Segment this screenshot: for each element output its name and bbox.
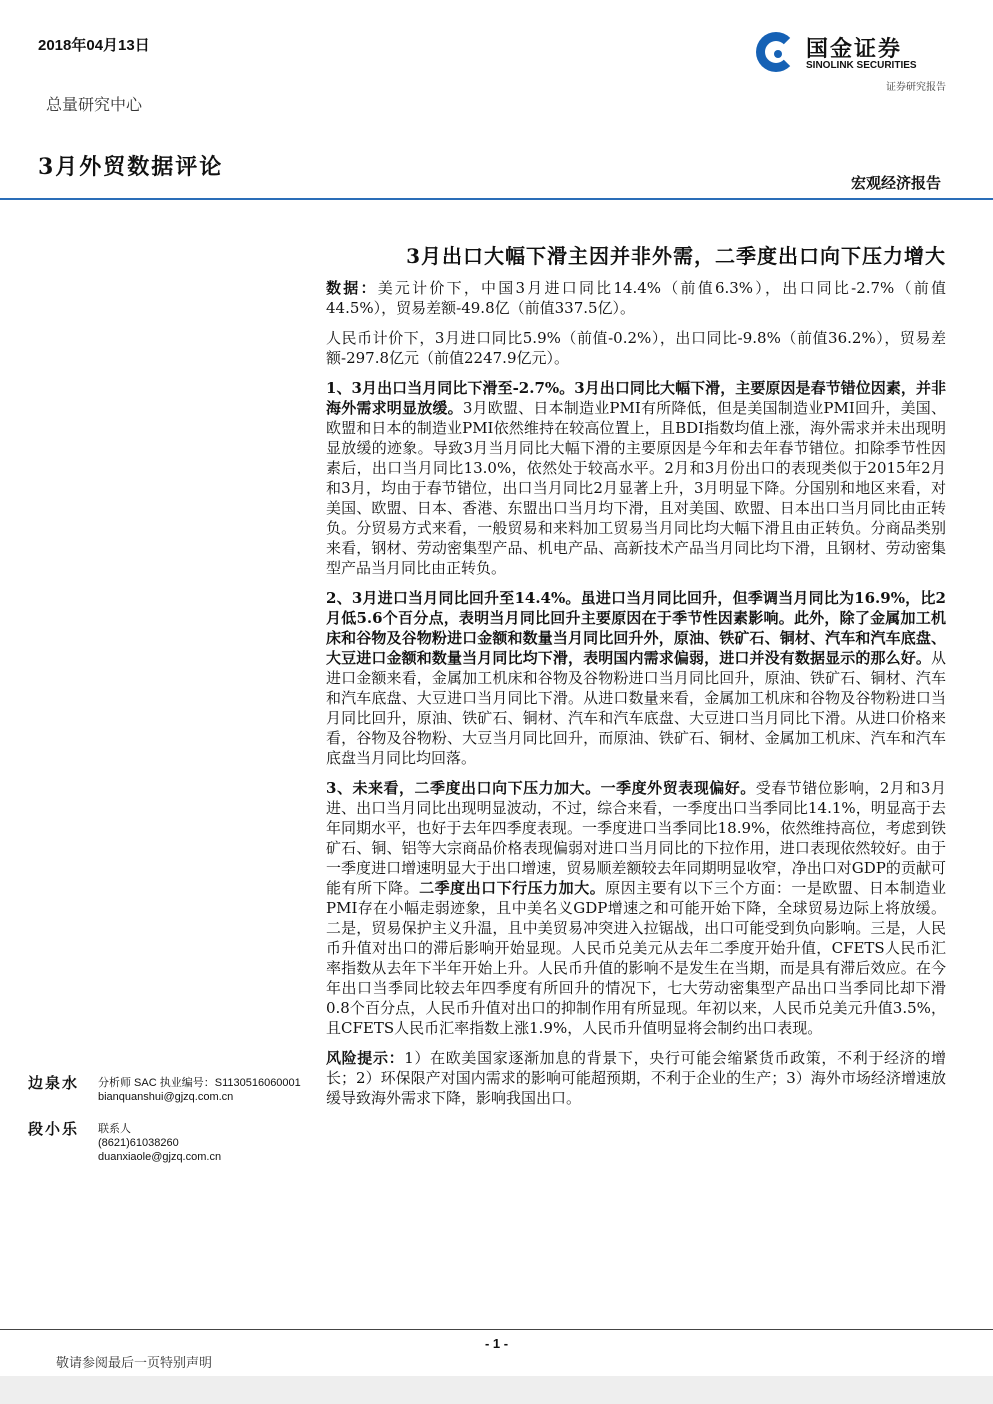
department-label: 总量研究中心 [46, 95, 143, 114]
text-run: 3月欧盟、日本制造业PMI有所降低，但是美国制造业PMI回升，美国、欧盟和日本的制造业PMI依然维持在较高位置上，且BDI指数均值上涨，海外需求并未出现明显放缓的迹象。导致3月当月同比大幅下滑的主要原因是今年和去年春节错位。扣除季节性因素后，出口当月同比13.0%，依然处于较高水平。2月和3月份出口的表现类似于2015年2月和3月，均由于春节错位，出口当月同比2月显著上升，3月明显下降。分国别和地区来看，对美国、欧盟、日本、香港、东盟出口当月均下滑，且对美国、欧盟、日本出口当月同比由正转负。分贸易方式来看，一般贸易和来料加工贸易当月同比均大幅下滑且由正转负。分商品类别来看，钢材、劳动密集型产品、机电产品、高新技术产品当月同比均下滑，且钢材、劳动密集型产品当月同比由正转负。 [326, 399, 946, 577]
analyst-email[interactable]: duanxiaole@gjzq.com.cn [98, 1151, 222, 1163]
paragraph [326, 778, 946, 1038]
report-title: 3月外贸数据评论 [38, 154, 224, 180]
text-run: 美元计价下，中国3月进口同比14.4%（前值6.3%），出口同比-2.7%（前值44.5%），贸易差额-49.8亿（前值337.5亿）。 [326, 279, 946, 317]
company-logo [756, 30, 946, 94]
text-run: 原因主要有以下三个方面：一是欧盟、日本制造业PMI存在小幅走弱迹象，且中美名义GDP增速之和可能开始下降，全球贸易边际上将放缓。二是，贸易保护主义升温，且中美贸易冲突进入拉锯战，出口可能受到负向影响。三是，人民币升值对出口的滞后影响开始显现。人民币兑美元从去年二季度开始升值，CFETS人民币汇率指数从去年下半年开始上升。人民币升值的影响不是发生在当期，而是具有滞后效应。在今年出口当季同比较去年四季度有所回升的情况下，七大劳动密集型产品出口当季同比却下滑0.8个百分点，人民币升值对出口的抑制作用有所显现。年初以来，人民币兑美元升值3.5%，且CFETS人民币汇率指数上涨1.9%，人民币升值明显将会制约出口表现。 [326, 879, 946, 1037]
paragraph [326, 328, 946, 368]
text-run: 从进口金额来看，金属加工机床和谷物及谷物粉进口当月同比回升，原油、铁矿石、铜材、汽车和汽车底盘、大豆进口当月同比下滑。从进口数量来看，金属加工机床和谷物及谷物粉进口当月同比回升，原油、铁矿石、铜材、汽车和汽车底盘、大豆进口当月同比下滑。从进口价格来看，谷物及谷物粉、大豆当月同比回升，而原油、铁矿石、铜材、金属加工机床、汽车和汽车底盘当月同比均回落。 [326, 649, 946, 767]
analyst-name: 边泉水 [28, 1074, 80, 1092]
paragraph [326, 378, 946, 578]
bold-run: 3、未来看，二季度出口向下压力加大。一季度外贸表现偏好。 [326, 779, 756, 797]
paragraph [326, 278, 946, 318]
page-number: - 1 - [484, 1336, 509, 1351]
body-text [326, 278, 946, 1118]
bold-run: 2、3月进口当月同比回升至14.4%。虽进口当月同比回升，但季调当月同比为16.9%，比2月低5.6个百分点，表明当月同比回升主要原因在于季节性因素影响。此外，除了金属加工机床和谷物及谷物粉进口金额和数量当月同比回升外，原油、铁矿石、铜材、汽车和汽车底盘、大豆进口金额和数量当月同比均下滑，表明国内需求偏弱，进口并没有数据显示的那么好。 [326, 589, 946, 667]
report-date: 2018年04月13日 [38, 37, 150, 54]
text-run: 受春节错位影响，2月和3月进、出口当月同比出现明显波动，不过，综合来看，一季度出口当季同比14.1%，明显高于去年同期水平，也好于去年四季度表现。一季度进口当季同比18.9%，依然维持高位，考虑到铁矿石、铜、铝等大宗商品价格表现偏弱对进口当月同比的下拉作用，进口表现依然较好。由于一季度进口增速明显大于出口增速，贸易顺差额较去年同期明显收窄，净出口对GDP的贡献可能有所下降。 [326, 779, 946, 897]
footer-divider [0, 1329, 993, 1330]
bold-run: 二季度出口下行压力加大。 [419, 879, 606, 897]
paragraph [326, 588, 946, 768]
disclaimer-note: 敬请参阅最后一页特别声明 [56, 1356, 213, 1371]
analyst-info [98, 1122, 338, 1164]
report-type: 宏观经济报告 [850, 174, 941, 192]
logo-name-en: SINOLINK SECURITIES [806, 60, 917, 71]
analyst-info-line: 分析师 SAC 执业编号：S1130516060001 [98, 1077, 301, 1089]
text-run: 1）在欧美国家逐渐加息的背景下，央行可能会缩紧货币政策，不利于经济的增长；2）环保限产对国内需求的影响可能超预期，不利于企业的生产；3）海外市场经济增速放缓导致海外需求下降，影响我国出口。 [326, 1049, 946, 1107]
header-divider [0, 198, 993, 200]
analyst-email[interactable]: bianquanshui@gjzq.com.cn [98, 1091, 234, 1103]
bold-run: 数据： [326, 279, 378, 297]
bold-run: 1、3月出口当月同比下滑至-2.7%。3月出口同比大幅下滑，主要原因是春节错位因素，并非海外需求明显放缓。 [326, 379, 946, 417]
logo-name-cn: 国金证券 [806, 37, 903, 62]
bold-run: 风险提示： [326, 1049, 405, 1067]
analyst-phone: (8621)61038260 [98, 1137, 179, 1149]
paragraph [326, 1048, 946, 1108]
analyst-info [98, 1076, 338, 1104]
analyst-name: 段小乐 [28, 1120, 80, 1138]
logo-mark-icon [756, 32, 796, 72]
text-run: 人民币计价下，3月进口同比5.9%（前值-0.2%），出口同比-9.8%（前值36.2%），贸易差额-297.8亿元（前值2247.9亿元）。 [326, 329, 946, 367]
bottom-bar [0, 1376, 993, 1404]
analyst-info-line: 联系人 [98, 1123, 131, 1135]
headline: 3月出口大幅下滑主因并非外需，二季度出口向下压力增大 [406, 244, 946, 268]
logo-subtitle: 证券研究报告 [886, 82, 946, 93]
